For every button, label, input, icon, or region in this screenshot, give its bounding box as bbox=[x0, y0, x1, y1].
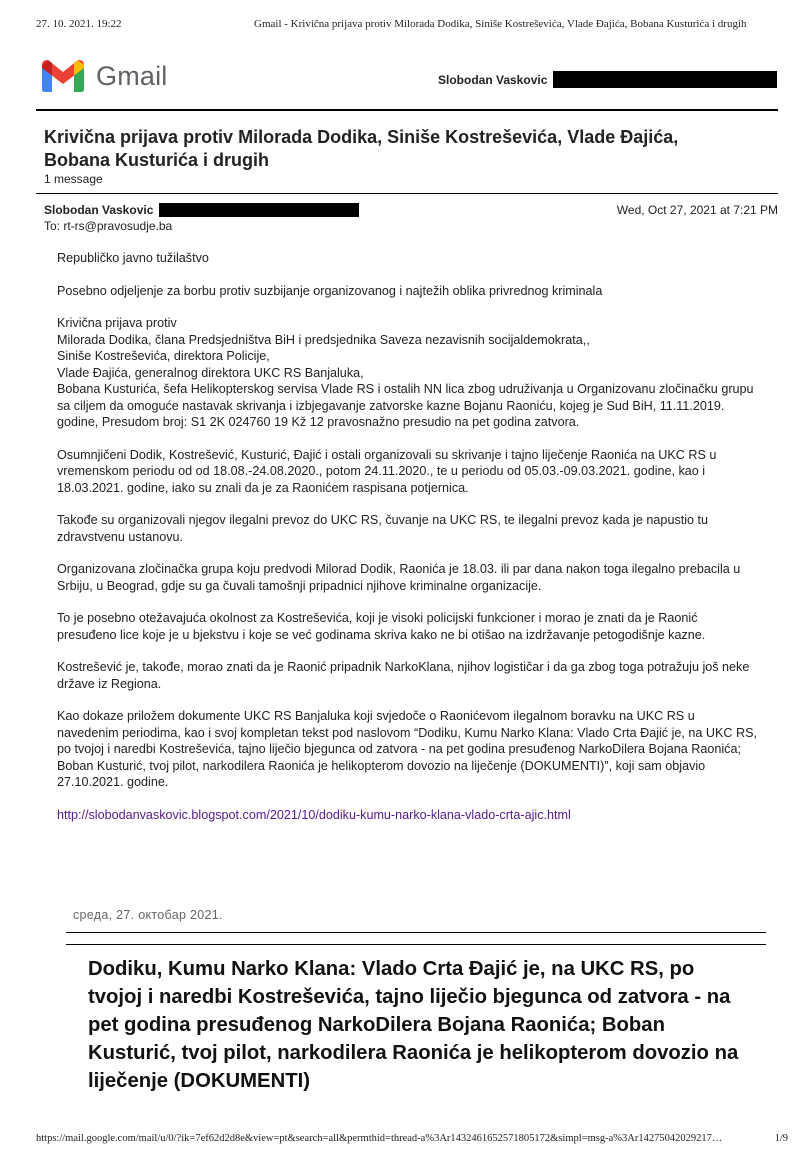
body-paragraph: To je posebno otežavajuća okolnost za Kostreševića, koji je visoki policijski funkcioner i morao je znati da je Raonić presuđeno lice koje je u bjekstvu i koje se već godinama skriva kako ne bi otišao na izdržavanje petogodišnje kazne. bbox=[57, 611, 706, 642]
blog-divider bbox=[66, 932, 766, 933]
print-timestamp: 27. 10. 2021. 19:22 bbox=[36, 18, 122, 30]
body-paragraph: Kao dokaze priložem dokumente UKC RS Banjaluka koji svjedoče o Raonićevom ilegalnom boravku na UKC RS u navedenim periodima, kao i svoj kompletan tekst pod naslovom “Dodiku, Kumu Narko Klana: Vlado Crta Đajić je, na UKC RS, po tvojoj i naredbi Kostreševića, tajno liječio bjegunca od zatvora - na pet godina presuđenog NarkoDilera Bojana Raonića; Boban Kusturić, tvoj pilot, narkodilera Raonića je helikopterom dovozio na liječenje (DOKUMENTI)”, koji sam objavio 27.10.2021. godine. bbox=[57, 709, 757, 789]
subject-divider bbox=[36, 193, 778, 194]
body-paragraph: Osumnjičeni Dodik, Kostrešević, Kusturić, Đajić i ostali organizovali su skrivanje i tajno liječenje Raonića na UKC RS u vremenskom periodu od od 18.08.-24.08.2020., potom 24.11.2020., te u periodu od 05.03.-09.03.2021. godine, kao i 18.03.2021. godine, iako su znali da je za Raonićem raspisana potjernica. bbox=[57, 447, 717, 495]
account-name: Slobodan Vaskovic bbox=[438, 72, 548, 87]
message-date: Wed, Oct 27, 2021 at 7:21 PM bbox=[616, 203, 778, 217]
header-divider bbox=[36, 109, 778, 111]
body-line: Milorada Dodika, člana Predsjedništva BiH i predsjednika Saveza nezavisnih socijaldemokrata,, bbox=[57, 332, 590, 347]
message-count: 1 message bbox=[44, 172, 103, 186]
body-paragraph: Organizovana zločinačka grupa koju predvodi Milorad Dodik, Raonića je 18.03. ili par dana nakon toga ilegalno prebacila u Srbiju, u Beograd, gdje su ga čuvali tamošnji pripadnici njihove kriminalne organizacije. bbox=[57, 562, 741, 593]
body-line: Krivična prijava protiv bbox=[57, 316, 177, 330]
gmail-m-icon bbox=[42, 60, 84, 92]
blog-post-date: среда, 27. октобар 2021. bbox=[73, 908, 223, 922]
print-url: https://mail.google.com/mail/u/0/?ik=7ef62d2d8e&view=pt&search=all&permthid=thread-a%3Ar1432461652571805172&simpl=msg-a%3Ar14275042029217… bbox=[36, 1133, 723, 1144]
body-line: Bobana Kusturića, šefa Helikopterskog servisa Vlade RS i ostalih NN lica zbog udruživanja u Organizovanu zločinačku grupu sa ciljem da omoguće nastavak skrivanja i izbjegavanje zatvorske kazne Bojanu Raoniću, kojeg je Sud BiH, 11.11.2019. godine, Presudom broj: S1 2K 024760 19 Kž 12 pravosnažno presudio na pet godina zatvora. bbox=[57, 382, 754, 429]
redacted-sender-email bbox=[159, 203, 359, 217]
gmail-logo bbox=[42, 60, 168, 92]
message-recipient: To: rt-rs@pravosudje.ba bbox=[44, 219, 173, 233]
message-sender bbox=[44, 203, 359, 217]
blog-link[interactable]: http://slobodanvaskovic.blogspot.com/2021/10/dodiku-kumu-narko-klana-vlado-crta-ajic.html bbox=[57, 807, 571, 822]
body-paragraph: Posebno odjeljenje za borbu protiv suzbijanje organizovanog i najtežih oblika privrednog kriminala bbox=[57, 283, 603, 298]
body-paragraph: Kostrešević je, takođe, morao znati da je Raonić pripadnik NarkoKlana, njihov logističar i da ga zbog toga potražuju još neke države iz Regiona. bbox=[57, 660, 750, 691]
body-paragraph: Takođe su organizovali njegov ilegalni prevoz do UKC RS, čuvanje na UKC RS, te ilegalni prevoz kada je napustio tu zdravstvenu ustanovu. bbox=[57, 513, 709, 544]
body-paragraph: Republičko javno tužilaštvo bbox=[57, 251, 209, 265]
blog-post-title: Dodiku, Kumu Narko Klana: Vlado Crta Đajić je, na UKC RS, po tvojoj i naredbi Kostreševića, tajno liječio bjegunca od zatvora - na pet godina presuđenog NarkoDilera Bojana Raonića; Boban Kusturić, tvoj pilot, narkodilera Raonića je helikopterom dovozio na liječenje (DOKUMENTI) bbox=[88, 958, 739, 1092]
page-number: 1/9 bbox=[774, 1133, 788, 1144]
message-body bbox=[57, 250, 757, 839]
blog-divider-2 bbox=[66, 944, 766, 945]
body-line: Siniše Kostreševića, direktora Policije, bbox=[57, 349, 270, 363]
print-title: Gmail - Krivična prijava protiv Milorada Dodika, Siniše Kostreševića, Vlade Đajića, Bobana Kusturića i drugih bbox=[254, 18, 747, 30]
redacted-email bbox=[553, 71, 777, 88]
gmail-wordmark: Gmail bbox=[96, 60, 168, 91]
body-line: Vlade Đajića, generalnog direktora UKC RS Banjaluka, bbox=[57, 365, 364, 380]
account-info bbox=[438, 71, 777, 88]
thread-subject bbox=[44, 126, 764, 172]
subject-line-1: Krivična prijava protiv Milorada Dodika, Siniše Kostreševića, Vlade Đajića, bbox=[44, 127, 679, 147]
sender-name: Slobodan Vaskovic bbox=[44, 203, 154, 217]
subject-line-2: Bobana Kusturića i drugih bbox=[44, 150, 270, 170]
